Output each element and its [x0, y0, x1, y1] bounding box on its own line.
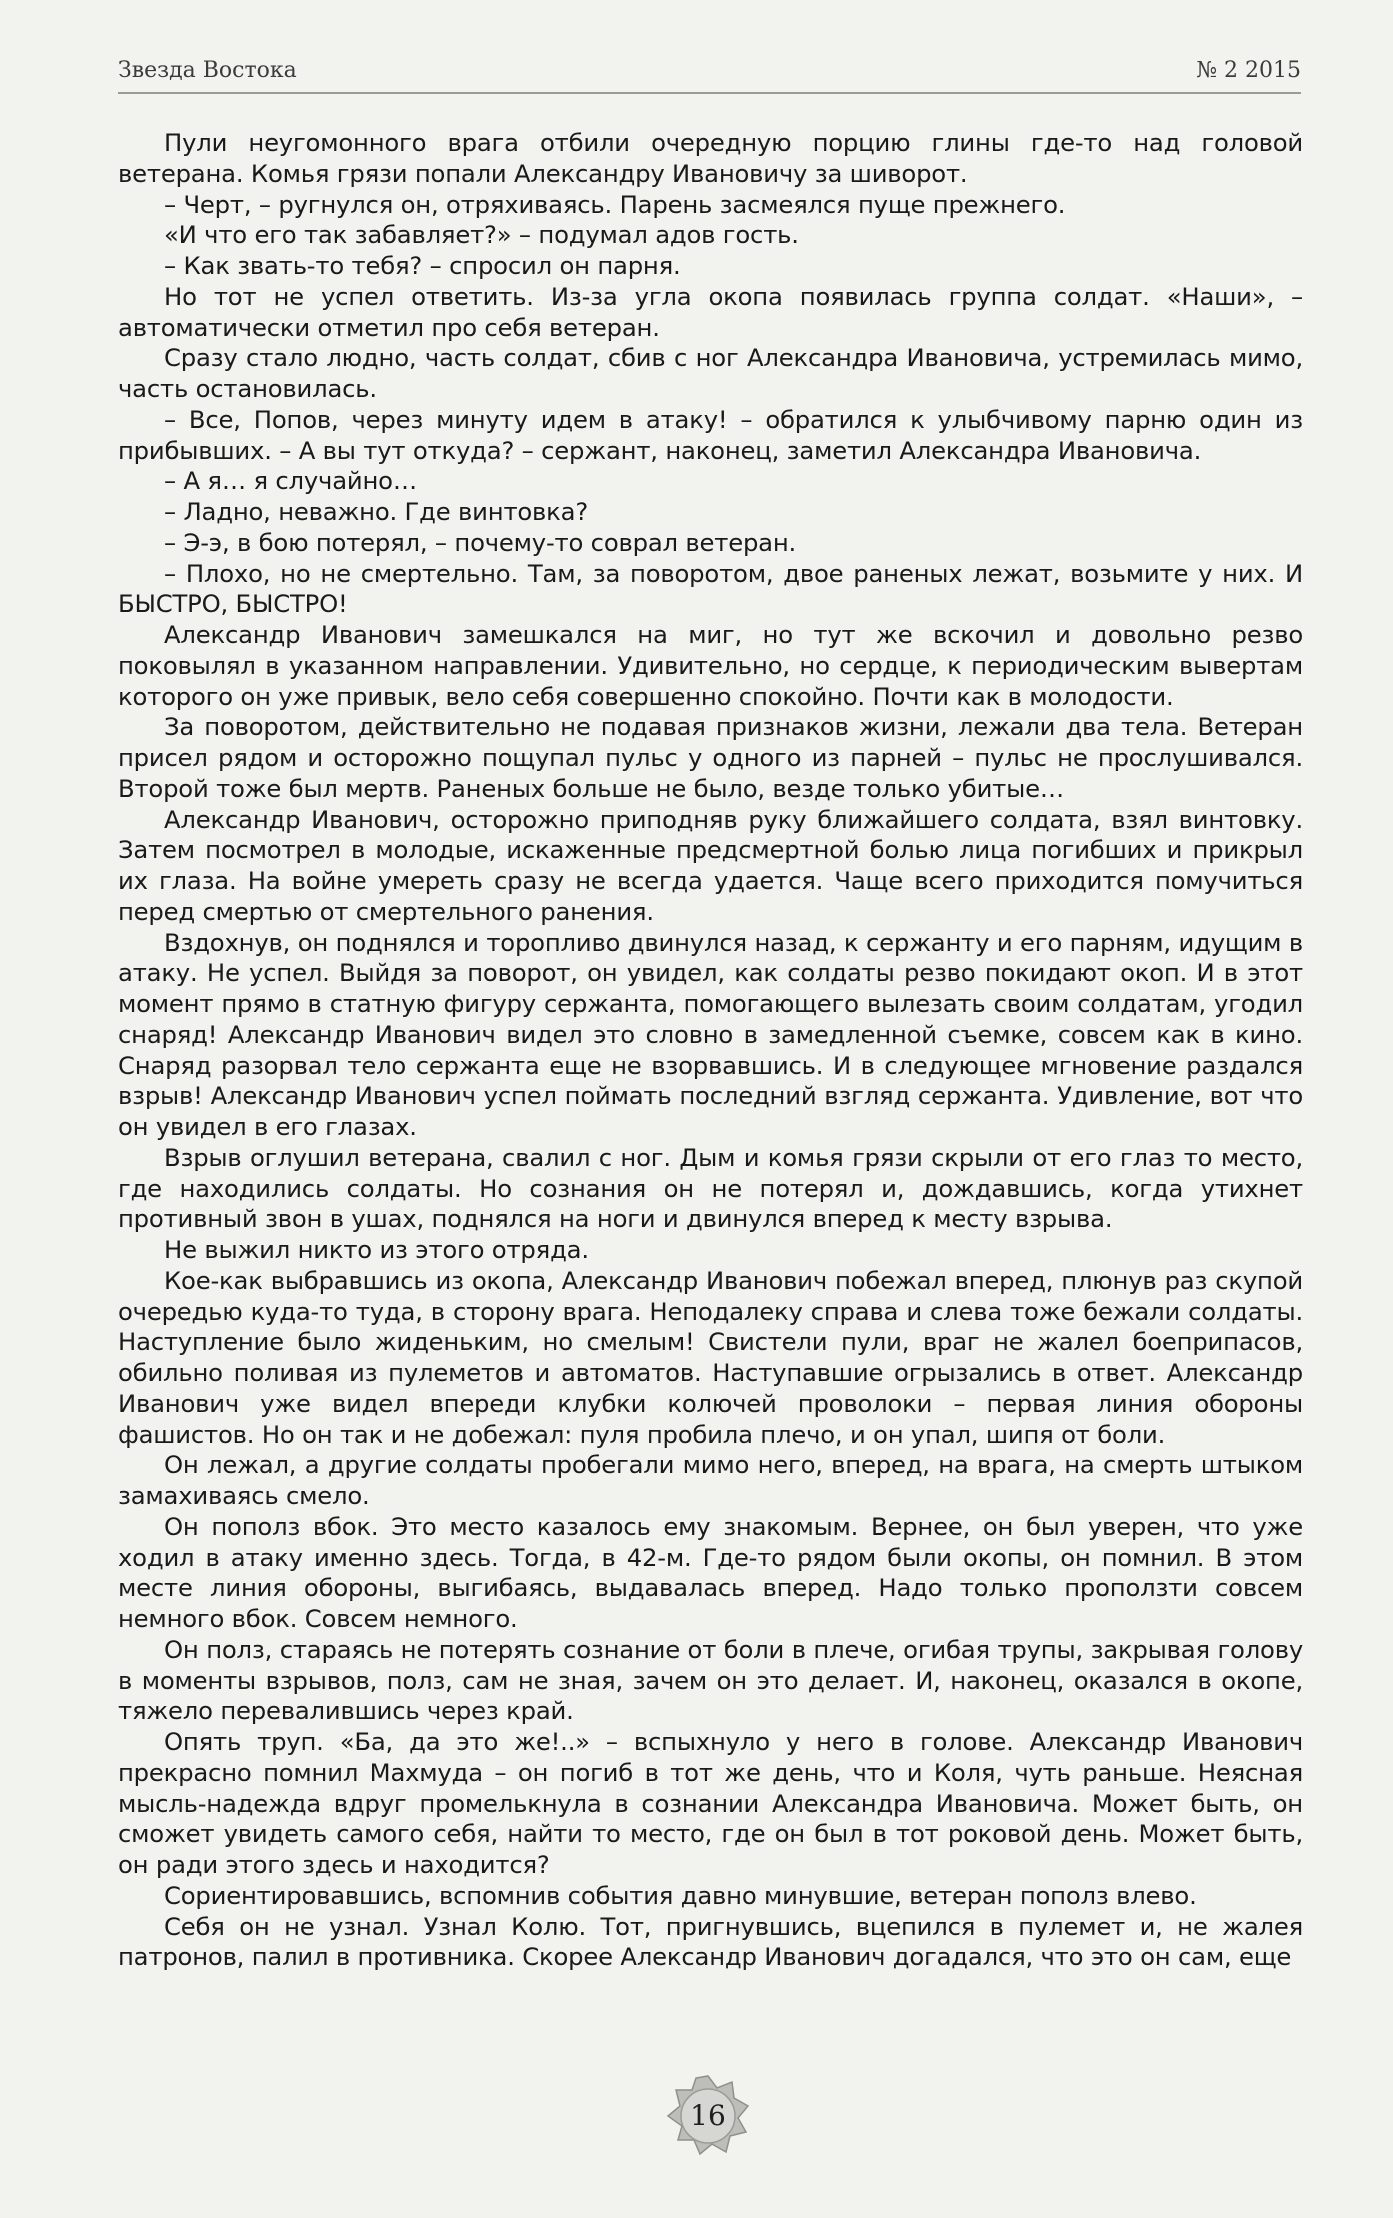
paragraph: – Все, Попов, через минуту идем в атаку! – обратился к улыбчивому парню один из прибывших. – А вы тут откуда? – сержант, наконец, заметил Александра Ивановича. [118, 404, 1303, 465]
paragraph: – Ладно, неважно. Где винтовка? [164, 497, 589, 526]
paragraph: Александр Иванович замешкался на миг, но тут же вскочил и довольно резво поковылял в указанном направлении. Удивительно, но сердце, к периодическим вывертам которого он уже привык, вело себя совершенно спокойно. Почти как в молодости. [118, 620, 1303, 711]
paragraph: Пули неугомонного врага отбили очередную порцию глины где-то над головой ветерана. Комья грязи попали Александру Ивановичу за шиворот. [118, 128, 1303, 188]
paragraph: Сориентировавшись, вспомнив события давно минувшие, ветеран пополз влево. [164, 1880, 1197, 1910]
paragraph: Себя он не узнал. Узнал Колю. Тот, пригнувшись, вцепился в пулемет и, не жалея патронов, палил в противника. Скорее Александр Иванович догадался, что это он сам, еще [118, 1911, 1303, 1972]
issue-number: № 2 2015 [1196, 58, 1301, 83]
paragraph: Он лежал, а другие солдаты пробегали мимо него, вперед, на врага, на смерть штыком замахиваясь смело. [118, 1450, 1303, 1510]
running-header [118, 52, 1301, 94]
paragraph: – Черт, – ругнулся он, отряхиваясь. Парень засмеялся пуще прежнего. [164, 189, 1066, 219]
journal-title: Звезда Востока [118, 58, 297, 83]
page-number-badge [666, 2074, 750, 2158]
paragraph: Александр Иванович, осторожно приподняв руку ближайшего солдата, взял винтовку. Затем посмотрел в молодые, искаженные предсмертной болью лица погибших и прикрыл их глаза. На войне умереть сразу не всегда удается. Чаще всего приходится помучиться перед смертью от смертельного ранения. [118, 804, 1303, 926]
paragraph: Взрыв оглушил ветерана, свалил с ног. Дым и комья грязи скрыли от его глаз то место, где находились солдаты. Но сознания он не потерял и, дождавшись, когда утихнет противный звон в ушах, поднялся на ноги и двинулся вперед к месту взрыва. [118, 1142, 1303, 1234]
paragraph: Сразу стало людно, часть солдат, сбив с ног Александра Ивановича, устремилась мимо, часть остановилась. [118, 343, 1303, 403]
paragraph: Опять труп. «Ба, да это же!..» – вспыхнуло у него в голове. Александр Иванович прекрасно помнил Махмуда – он погиб в тот же день, что и Коля, чуть раньше. Неясная мысль-надежда вдруг промелькнула в сознании Александра Ивановича. Может быть, он сможет увидеть самого себя, найти то место, где он был в тот роковой день. Может быть, он ради этого здесь и находится? [118, 1727, 1303, 1879]
paragraph: – Плохо, но не смертельно. Там, за поворотом, двое раненых лежат, возьмите у них. И БЫСТРО, БЫСТРО! [118, 558, 1303, 619]
paragraph: – Как звать-то тебя? – спросил он парня. [164, 251, 681, 280]
article-body [118, 128, 1303, 2028]
paragraph: Вздохнув, он поднялся и торопливо двинулся назад, к сержанту и его парням, идущим в атаку. Не успел. Выйдя за поворот, он увидел, как солдаты резво покидают окоп. И в этот момент прямо в статную фигуру сержанта, помогающего вылезать своим солдатам, угодил снаряд! Александр Иванович видел это словно в замедленной съемке, совсем как в кино. Снаряд разорвал тело сержанта еще не взорвавшись. И в следующее мгновение раздался взрыв! Александр Иванович успел поймать последний взгляд сержанта. Удивление, вот что он увидел в его глазах. [118, 927, 1303, 1141]
paragraph: – А я… я случайно… [164, 466, 417, 496]
paragraph: «И что его так забавляет?» – подумал адов гость. [164, 220, 799, 250]
paragraph: Но тот не успел ответить. Из-за угла окопа появилась группа солдат. «Наши», – автоматически отметил про себя ветеран. [118, 281, 1303, 342]
paragraph: – Э-э, в бою потерял, – почему-то соврал ветеран. [164, 527, 797, 557]
paragraph: Не выжил никто из этого отряда. [164, 1235, 589, 1264]
paragraph: Он пополз вбок. Это место казалось ему знакомым. Вернее, он был уверен, что уже ходил в атаку именно здесь. Тогда, в 42-м. Где-то рядом были окопы, он помнил. В этом месте линия обороны, выгибаясь, выдавалась вперед. Надо только проползти совсем немного вбок. Совсем немного. [118, 1511, 1303, 1633]
paragraph: Кое-как выбравшись из окопа, Александр Иванович побежал вперед, плюнув раз скупой очередью куда-то туда, в сторону врага. Неподалеку справа и слева тоже бежали солдаты. Наступление было жиденьким, но смелым! Свистели пули, враг не жалел боеприпасов, обильно поливая из пулеметов и автоматов. Наступавшие огрызались в ответ. Александр Иванович уже видел впереди клубки колючей проволоки – первая линия обороны фашистов. Но он так и не добежал: пуля пробила плечо, и он упал, шипя от боли. [118, 1265, 1303, 1449]
paragraph: Он полз, стараясь не потерять сознание от боли в плече, огибая трупы, закрывая голову в моменты взрывов, полз, сам не зная, зачем он это делает. И, наконец, оказался в окопе, тяжело перевалившись через край. [118, 1634, 1303, 1726]
paragraph: За поворотом, действительно не подавая признаков жизни, лежали два тела. Ветеран присел рядом и осторожно пощупал пульс у одного из парней – пульс не прослушивался. Второй тоже был мертв. Раненых больше не было, везде только убитые… [118, 712, 1303, 803]
page-number: 16 [690, 2099, 726, 2132]
